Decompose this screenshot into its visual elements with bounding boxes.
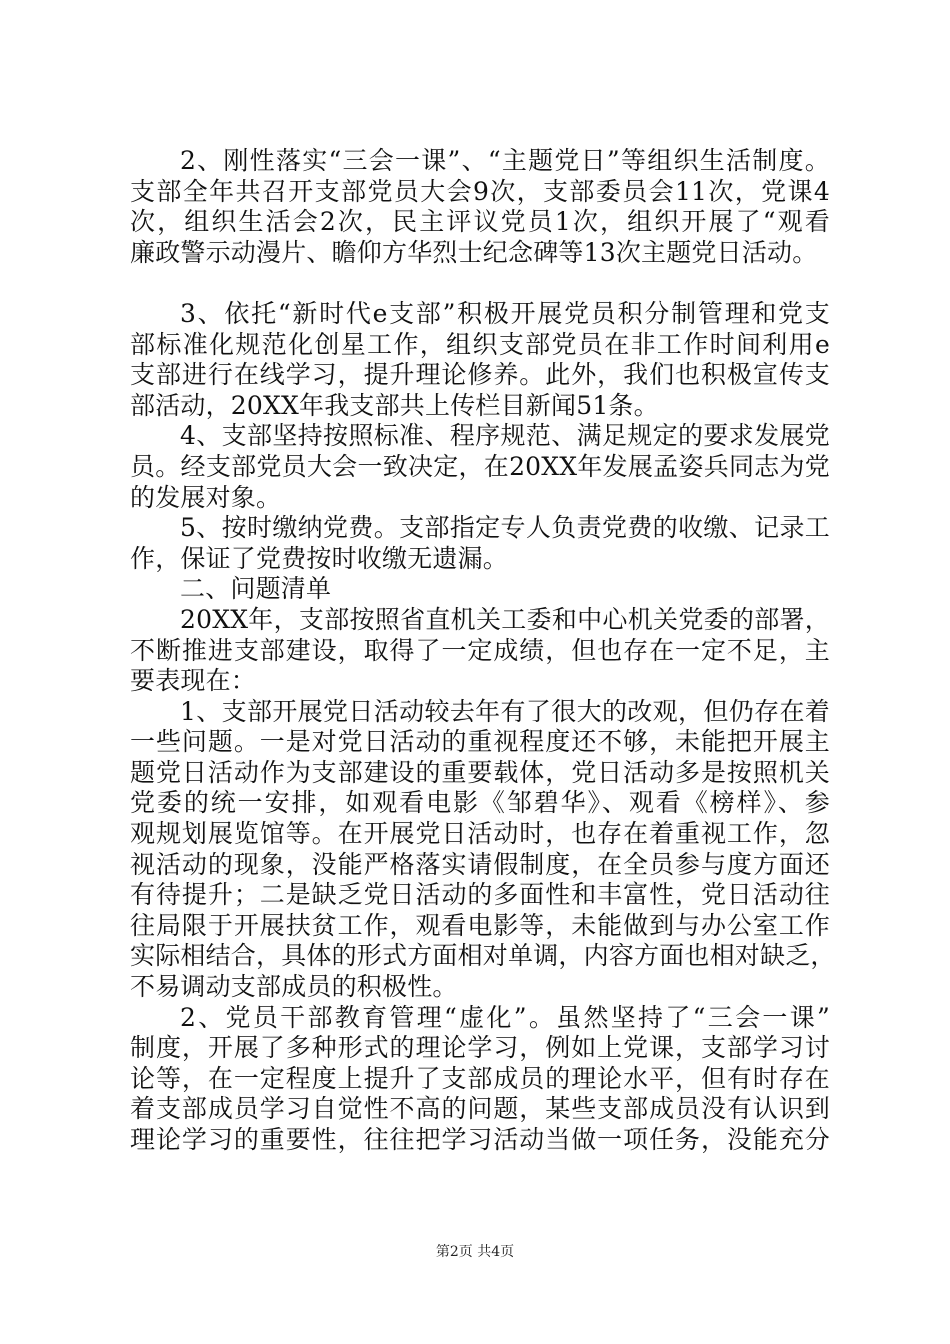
text-line: 二、问题清单 [180,574,332,604]
text-line: 2、刚性落实“三会一课”、“主题党日”等组织生活制度。 [180,146,830,175]
text-line: 往局限于开展扶贫工作，观看电影等，未能做到与办公室工作 [130,910,830,940]
text-line: 不断推进支部建设，取得了一定成绩，但也存在一定不足，主 [130,635,830,665]
text-line: 一些问题。一是对党日活动的重视程度还不够，未能把开展主 [130,727,830,757]
text-line: 题党日活动作为支部建设的重要载体，党日活动多是按照机关 [130,757,830,787]
text-line: 部活动，20XX年我支部共上传栏目新闻51条。 [130,390,659,420]
text-line: 制度，开展了多种形式的理论学习，例如上党课，支部学习讨 [130,1033,830,1063]
text-line: 实际相结合，具体的形式方面相对单调，内容方面也相对缺乏， [130,941,836,971]
text-line: 视活动的现象，没能严格落实请假制度，在全员参与度方面还 [130,849,830,879]
text-line: 员。经支部党员大会一致决定，在20XX年发展孟姿兵同志为党 [130,451,830,481]
text-line: 1、支部开展党日活动较去年有了很大的改观，但仍存在着 [180,696,830,726]
text-line: 的发展对象。 [130,482,282,512]
document-body [130,146,836,1156]
text-line: 理论学习的重要性，往往把学习活动当做一项任务，没能充分 [130,1125,830,1154]
text-line: 次，组织生活会2次，民主评议党员1次，组织开展了“观看 [130,207,830,237]
text-line: 4、支部坚持按照标准、程序规范、满足规定的要求发展党 [180,421,830,451]
text-line: 部标准化规范化创星工作，组织支部党员在非工作时间利用e [130,329,830,359]
text-line: 论等，在一定程度上提升了支部成员的理论水平，但有时存在 [130,1063,830,1093]
page-footer: 第2页 共4页 [435,1244,515,1260]
text-line: 有待提升；二是缺乏党日活动的多面性和丰富性，党日活动往 [130,880,830,910]
text-line: 3、依托“新时代e支部”积极开展党员积分制管理和党支 [180,298,830,328]
text-line: 廉政警示动漫片、瞻仰方华烈士纪念碑等13次主题党日活动。 [130,237,818,267]
text-line: 观规划展览馆等。在开展党日活动时，也存在着重视工作，忽 [130,819,830,849]
text-line: 20XX年，支部按照省直机关工委和中心机关党委的部署， [180,604,830,634]
text-line: 支部进行在线学习，提升理论修养。此外，我们也积极宣传支 [130,360,830,390]
text-line: 着支部成员学习自觉性不高的问题，某些支部成员没有认识到 [130,1094,830,1124]
text-line: 要表现在： [130,666,257,696]
text-line: 支部全年共召开支部党员大会9次，支部委员会11次，党课4 [130,176,830,206]
text-line: 5、按时缴纳党费。支部指定专人负责党费的收缴、记录工 [180,513,830,543]
paragraph-gap [130,268,830,299]
text-line: 党委的统一安排，如观看电影《邹碧华》、观看《榜样》、参 [130,788,830,818]
text-line: 2、党员干部教育管理“虚化”。虽然坚持了“三会一课” [180,1002,830,1032]
text-line: 不易调动支部成员的积极性。 [130,972,458,1002]
text-line: 作，保证了党费按时收缴无遗漏。 [130,543,509,573]
